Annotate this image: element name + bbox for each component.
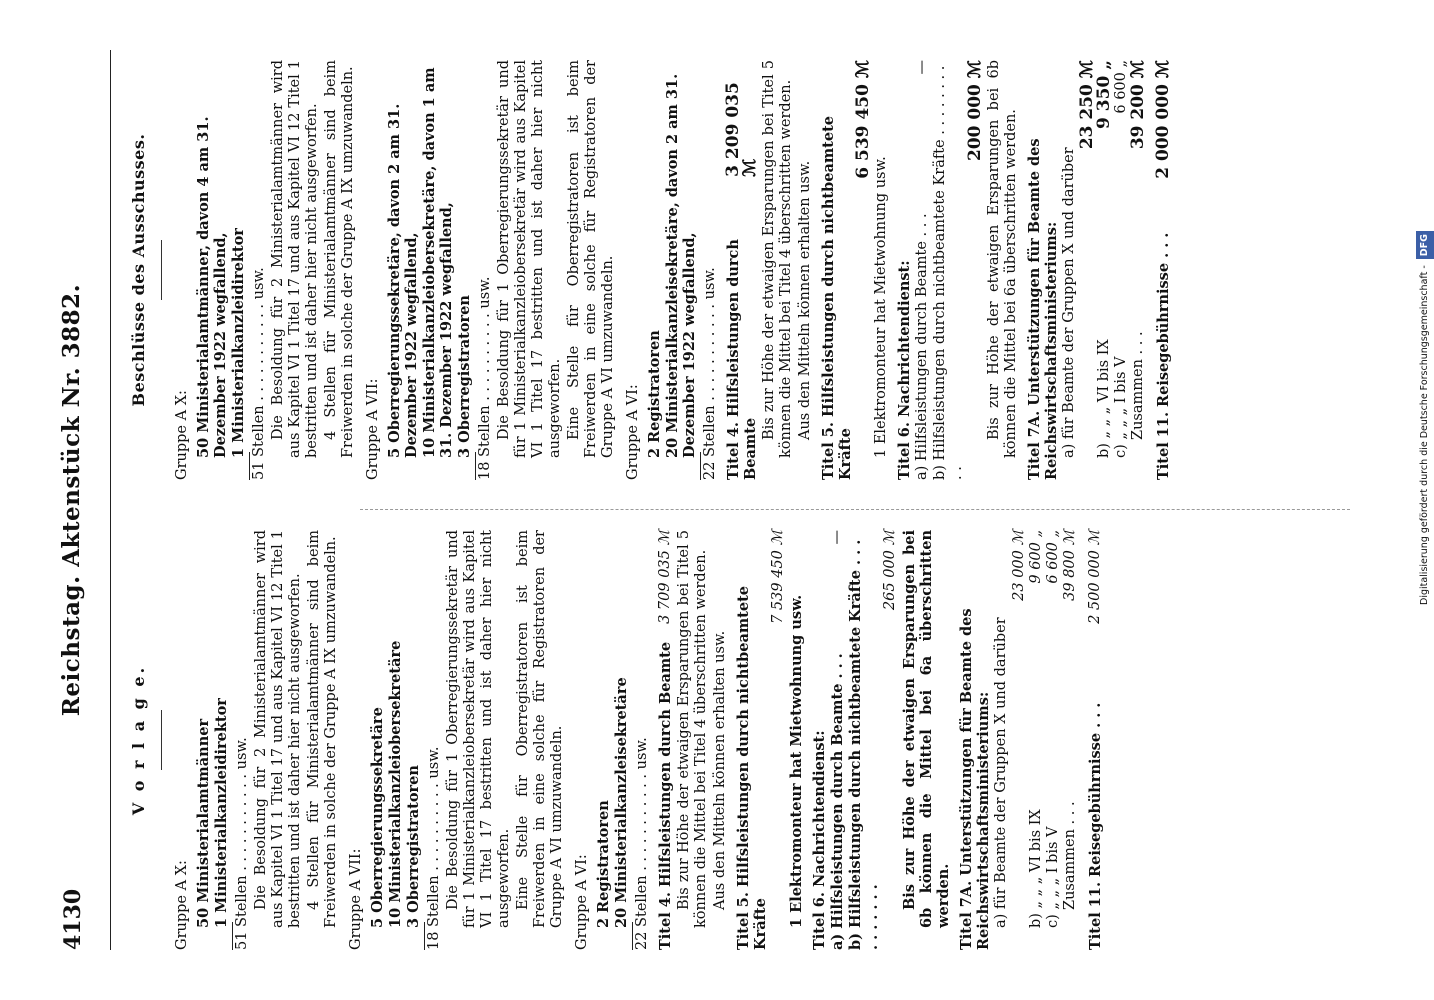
page-header: [50, 50, 111, 950]
paragraph: 4 Stellen für Ministerialamtmänner sind beim Freiwerden in solche der Gruppe A IX umzuwandeln.: [323, 60, 356, 458]
item-label: b) Hilfsleistungen durch nichtbeamtete Kräfte . . . . . . . . . .: [932, 65, 965, 480]
amount: —: [829, 530, 845, 545]
amount: 9 600 „: [1028, 530, 1044, 584]
item-label: b) Hilfsleistungen durch nichtbeamtete Kräfte . . . . . . . . . .: [847, 539, 881, 950]
item-row: [829, 530, 846, 950]
amount-row: [882, 530, 899, 950]
sum-amount: 39 800 ℳ: [1062, 530, 1078, 601]
item-label: a) für Beamte der Gruppen X und darüber: [993, 617, 1009, 928]
item-label: c) „ „ „ I bis V: [1113, 356, 1129, 458]
amount-row: [855, 60, 872, 480]
position-line: 20 Ministerialkanzleisekretäre, davon 2 am 31. Dezember 1922 wegfallend,: [664, 73, 698, 458]
position-line: 1 Ministerialkanzleidirektor: [230, 228, 247, 458]
paragraph: Die Besoldung für 2 Ministerialamtmänner wird aus Kapitel VI 1 Titel 17 und aus Kapitel VI 12 Titel 1 bestritten und ist daher hier nicht ausgeworfen.: [253, 530, 303, 928]
position-line: 3 Oberregistratoren: [456, 295, 473, 458]
titel-label: Titel 4. Hilfsleistungen durch Beamte: [657, 641, 674, 950]
total-line: 22 Stellen . . . . . . . . . . . usw.: [634, 737, 650, 950]
paragraph: Aus den Mitteln können erhalten usw.: [797, 160, 813, 440]
sum-label: Zusammen . . .: [1062, 801, 1078, 910]
divider: [161, 710, 162, 770]
titel-label: Titel 6. Nachrichtendienst:: [896, 260, 913, 480]
amount: 265 000 ℳ: [882, 530, 898, 611]
sum-label: Zusammen . . .: [1130, 331, 1146, 440]
left-column-vorlage: [130, 530, 1104, 950]
underline: [700, 452, 701, 480]
position-line: 5 Oberregierungssekretäre, davon 2 am 31. Dezember 1922 wegfallend,: [386, 103, 420, 458]
titel-row: [657, 530, 674, 950]
position-line: 10 Ministerialkanzleiobersekretäre, davon 1 am 31. Dezember 1922 wegfallend,: [421, 67, 455, 458]
group-title: Gruppe A VII:: [365, 378, 381, 480]
divider: [161, 240, 162, 300]
position-line: 3 Oberregistratoren: [405, 765, 422, 928]
amount: 6 600 „: [1045, 530, 1061, 584]
amount-row: [770, 530, 787, 950]
item-row: [1096, 60, 1113, 480]
paragraph: Die Besoldung für 1 Oberregierungssekretär und für 1 Ministerialkanzleiobersekretär wird aus Kapitel VI 1 Titel 17 bestritten und ist daher hier nicht ausgeworfen.: [445, 530, 512, 928]
amount: 2 500 000 ℳ: [1087, 530, 1103, 624]
titel-label: Titel 5. Hilfsleistungen durch nichtbeamtete Kräfte: [820, 115, 854, 480]
titel-label: Titel 7A. Unterstützungen für Beamte des Reichswirtschaftsministeriums:: [958, 608, 992, 950]
titel-label: Titel 11. Reisegebührnisse . . .: [1087, 702, 1104, 950]
amount: 200 000 ℳ: [965, 60, 985, 161]
position-line: 2 Registratoren: [646, 330, 663, 458]
total-line: 18 Stellen . . . . . . . . . . usw.: [426, 746, 442, 950]
position-line: 50 Ministerialamtmänner: [195, 718, 212, 928]
position-line: 2 Registratoren: [595, 800, 612, 928]
underline: [249, 452, 250, 480]
amount: 9 350 „: [1094, 60, 1114, 129]
amount: 3 709 035 ℳ: [657, 530, 673, 624]
titel-label: Titel 7A. Unterstützungen für Beamte des Reichswirtschaftsministeriums:: [1026, 138, 1060, 480]
paragraph: Die Besoldung für 2 Ministerialamtmänner wird aus Kapitel VI 1 Titel 17 und aus Kapitel VI 12 Titel 1 bestritten und ist daher hier nicht ausgeworfen.: [270, 60, 320, 458]
underline: [632, 922, 633, 950]
titel-label: Titel 5. Hilfsleistungen durch nichtbeamtete Kräfte: [735, 585, 769, 950]
group-title: Gruppe A VI:: [625, 384, 641, 480]
item-row: [1045, 530, 1062, 950]
note-line: 1 Elektromonteur hat Mietwohnung usw.: [788, 594, 805, 928]
column-divider: [360, 508, 1350, 510]
amount: —: [914, 60, 930, 75]
paragraph: Bis zur Höhe der etwaigen Ersparungen bei Titel 5 können die Mittel bei Titel 4 überschritten werden.: [761, 60, 794, 458]
titel-label: Titel 4. Hilfsleistungen durch Beamte: [725, 239, 759, 480]
paragraph: Bis zur Höhe der etwaigen Ersparungen bei 6b können die Mittel bei 6a überschritten werden.: [901, 530, 952, 928]
group-title: Gruppe A X:: [174, 390, 190, 480]
item-row: [1028, 530, 1045, 950]
paragraph: Eine Stelle für Oberregistratoren ist beim Freiwerden in eine solche für Registratoren der Gruppe A VI umzuwandeln.: [515, 530, 565, 928]
group-title: Gruppe A VII:: [348, 848, 364, 950]
paragraph: Eine Stelle für Oberregistratoren ist beim Freiwerden in eine solche für Registratoren der Gruppe A VI umzuwandeln.: [566, 60, 616, 458]
position-line: 1 Ministerialkanzleidirektor: [213, 698, 230, 928]
total-line: 51 Stellen . . . . . . . . . . . usw.: [251, 267, 267, 480]
underline: [232, 922, 233, 950]
group-title: Gruppe A X:: [174, 860, 190, 950]
titel-row: [1155, 60, 1172, 480]
column-heading: Beschlüsse des Ausschusses.: [129, 133, 148, 407]
amount: 3 209 035 ℳ: [723, 82, 760, 177]
position-line: 20 Ministerialkanzleisekretäre: [613, 677, 630, 928]
total-line: 51 Stellen . . . . . . . . . . . usw.: [234, 737, 250, 950]
titel-row: [725, 60, 759, 480]
funding-credit-strip: [1416, 0, 1434, 1000]
right-column-beschluesse: [130, 60, 1172, 480]
amount-row: [1011, 530, 1028, 950]
page-title: Reichstag. Aktenstück Nr. 3882.: [58, 283, 85, 717]
group-title: Gruppe A VI:: [574, 854, 590, 950]
item-label: b) „ „ „ VI bis IX: [1096, 339, 1112, 458]
item-label: c) „ „ „ I bis V: [1045, 826, 1061, 928]
paragraph: Die Besoldung für 1 Oberregierungssekretär und für 1 Ministerialkanzleiobersekretär wird aus Kapitel VI 1 Titel 17 bestritten und ist daher hier nicht ausgeworfen.: [496, 60, 563, 458]
amount: 2 000 000 ℳ: [1153, 60, 1173, 179]
amount: 6 600 „: [1113, 60, 1129, 114]
item-label: a) Hilfsleistungen durch Beamte . . .: [829, 653, 846, 950]
titel-label: Titel 6. Nachrichtendienst:: [811, 730, 828, 950]
paragraph: Bis zur Höhe der etwaigen Ersparungen bei Titel 5 können die Mittel bei Titel 4 überschritten werden.: [676, 530, 709, 928]
amount: 23 000 ℳ: [1011, 530, 1027, 601]
amount: 6 539 450 ℳ: [853, 60, 873, 179]
position-line: 50 Ministerialamtmänner, davon 4 am 31. Dezember 1922 wegfallend,: [195, 116, 229, 458]
position-line: 5 Oberregierungssekretäre: [369, 707, 386, 928]
paragraph: Aus den Mitteln können erhalten usw.: [712, 630, 728, 910]
total-line: 22 Stellen . . . . . . . . . . . usw.: [702, 267, 718, 480]
underline: [475, 452, 476, 480]
amount-row: [967, 60, 984, 480]
amount: 23 250 ℳ: [1077, 60, 1097, 150]
note-line: 1 Elektromonteur hat Mietwohnung usw.: [873, 156, 889, 458]
funding-credit-text: Digitalisierung gefördert durch die Deutsche Forschungsgemeinschaft -: [1419, 265, 1430, 605]
paragraph: 4 Stellen für Ministerialamtmänner sind beim Freiwerden in solche der Gruppe A IX umzuwandeln.: [306, 530, 339, 928]
position-line: 10 Ministerialkanzleiobersekretäre: [387, 640, 404, 928]
item-label: a) Hilfsleistungen durch Beamte . . .: [914, 213, 930, 480]
total-line: 18 Stellen . . . . . . . . . . usw.: [477, 276, 493, 480]
sum-row: [1130, 60, 1147, 480]
sum-amount: 39 200 ℳ: [1128, 60, 1148, 150]
paragraph: Bis zur Höhe der etwaigen Ersparungen bei 6b können die Mittel bei 6a überschritten werden.: [986, 60, 1019, 458]
amount: 7 539 450 ℳ: [770, 530, 786, 624]
page-number: 4130: [60, 888, 86, 950]
item-label: b) „ „ „ VI bis IX: [1028, 809, 1044, 928]
dfg-logo: DFG: [1416, 231, 1434, 259]
item-row: [914, 60, 931, 480]
document-page: [30, 50, 1360, 950]
titel-label: Titel 11. Reisegebührnisse . . .: [1155, 232, 1172, 480]
sum-row: [1062, 530, 1079, 950]
underline: [424, 922, 425, 950]
titel-row: [1087, 530, 1104, 950]
column-heading: V o r l a g e.: [129, 664, 148, 816]
item-label: a) für Beamte der Gruppen X und darüber: [1061, 147, 1077, 458]
